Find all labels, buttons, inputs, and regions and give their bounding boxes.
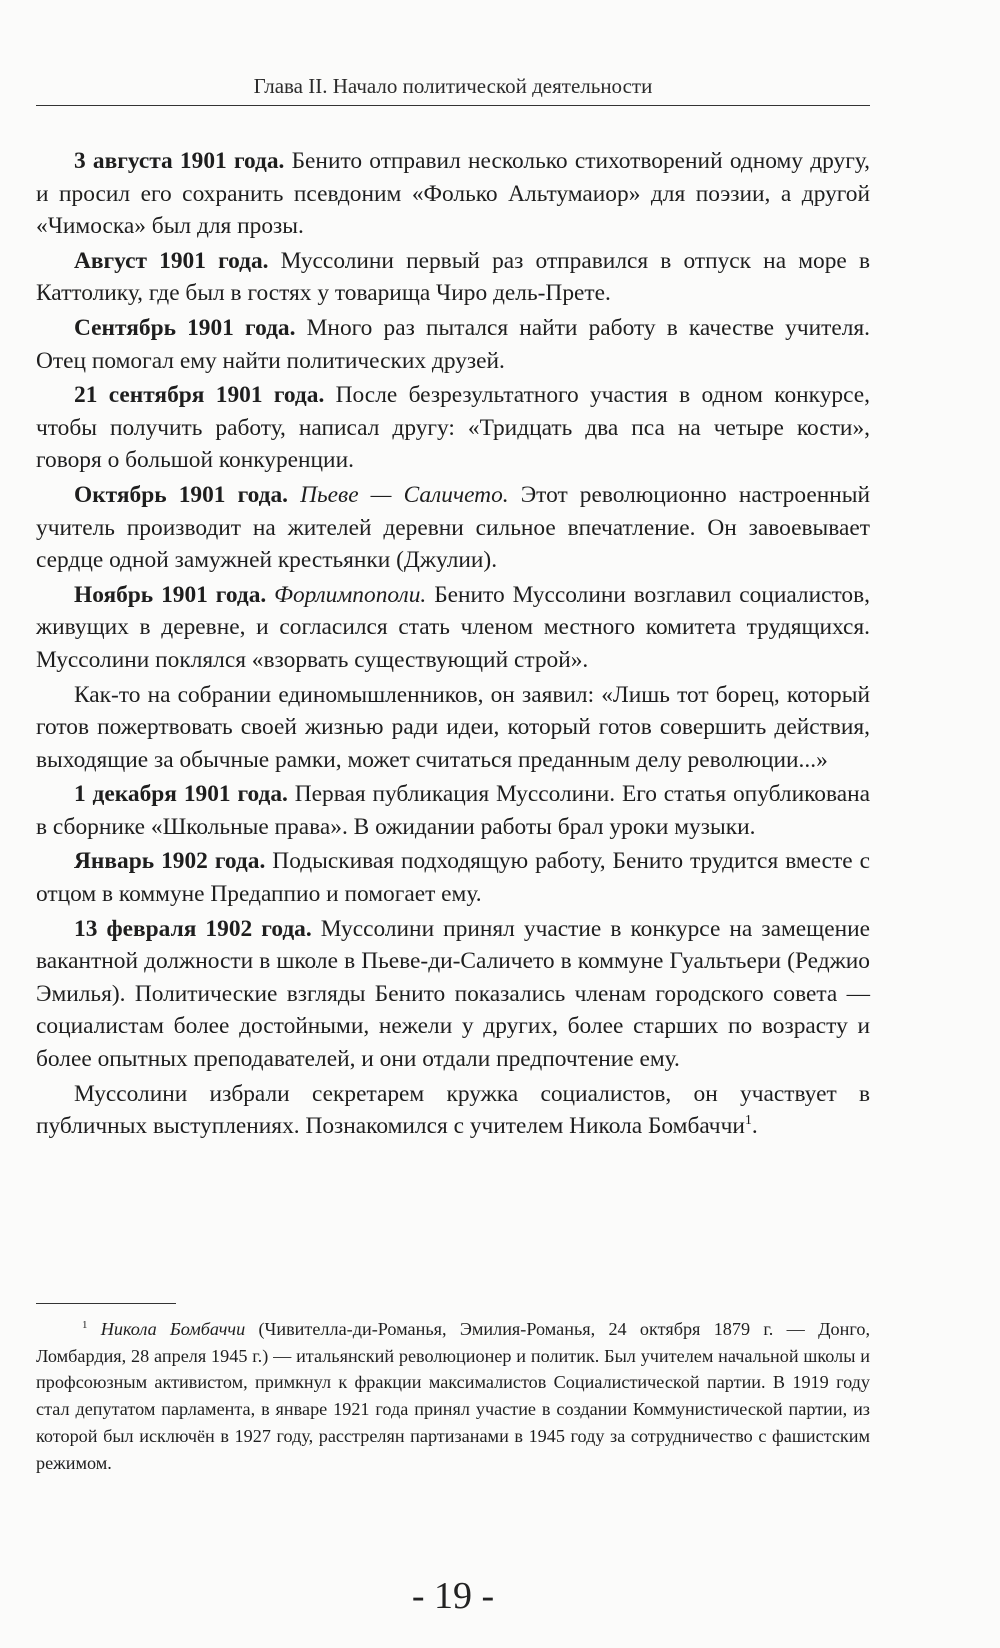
page-number: - 19 - [411,1575,495,1617]
entry-text: Бенито Муссолини возглавил социалистов, живущих в деревне, и согласился стать членом местного комитета трудящихся. Муссолини поклялся «взорвать существующий строй». [36,581,871,673]
entry-paragraph [36,312,870,377]
footnote-rule [36,1303,176,1304]
running-head: Глава II. Начало политической деятельности [36,74,870,106]
entry-date: 1 декабря 1901 года. [74,781,288,808]
entry-date: Сентябрь 1901 года. [74,314,296,341]
footnote-text: (Чивителла-ди-Романья, Эмилия-Романья, 24 октября 1879 г. — Донго, Ломбардия, 28 апреля 1945 г.) — итальянский революционер и политик. Был учителем начальной школы и профсоюзным активистом, примкнул к фракции максималистов Социалистической партии. В 1919 году стал депутатом парламента, в январе 1921 года принял участие в создании Коммунистической партии, из которой был исключён в 1927 году, расстрелян партизанами в 1945 году за сотрудничество с фашистским режимом. [36,1319,871,1473]
entry-text: Бенито отправил несколько стихотворений одному другу, и просил его сохранить псевдоним «Фолько Альтумаиор» для поэзии, а другой «Чимоска» был для прозы. [36,148,871,240]
entry-text: Муссолини первый раз отправился в отпуск на море в Каттолику, где был в гостях у товарища Чиро дель-Прете. [36,247,870,307]
entry-place: Форлимпополи. [266,581,427,608]
entry-text: Этот революционно настроенный учитель производит на жителей деревни сильное впечатление. Он завоевывает сердце одной замужней крестьянки (Джулии). [36,481,870,574]
footnote-marker: 1 [82,1318,88,1331]
entry-text: Муссолини избрали секретарем кружка социалистов, он участвует в публичных выступлениях. Познакомился с учителем Никола Бомбаччи [36,1080,870,1140]
entry-paragraph [36,145,870,243]
entry-paragraph [36,579,870,677]
footnote-name: Никола Бомбаччи [100,1319,246,1339]
entry-date: Ноябрь 1901 года. [74,581,267,608]
entry-date: 3 августа 1901 года. [74,148,285,174]
footnote [36,1316,870,1476]
entry-date: 21 сентября 1901 года. [74,382,325,409]
entry-date: Январь 1902 года. [74,848,266,875]
entry-paragraph [36,479,870,577]
entry-text: Подыскивая подходящую работу, Бенито трудится вместе с отцом в коммуне Предаппио и помогает ему. [36,848,870,908]
entry-paragraph [36,778,870,843]
entry-text: Муссолини принял участие в конкурсе на замещение вакантной должности в школе в Пьеве-ди-Саличето в коммуне Гуальтьери (Реджио Эмилья). Политические взгляды Бенито показались членам городского совета — социалистам более достойными, нежели у других, более старших по возрасту и более опытных преподавателей, и они отдали предпочтение ему. [36,915,870,1073]
entry-text: Первая публикация Муссолини. Его статья опубликована в сборнике «Школьные права». В ожидании работы брал уроки музыки. [36,781,870,840]
entry-text: Как-то на собрании единомышленников, он заявил: «Лишь тот борец, который готов пожертвовать своей жизнью ради идеи, который готов совершить действия, выходящие за обычные рамки, может считаться преданным делу революции...» [36,681,870,773]
entry-paragraph [36,1078,870,1143]
entry-date: 13 февраля 1902 года. [74,915,312,942]
entry-date: Октябрь 1901 года. [74,481,289,508]
entry-date: Август 1901 года. [74,247,269,274]
entry-paragraph [36,845,870,910]
footnote-paragraph [36,1316,870,1476]
body-text [36,145,870,1145]
entry-paragraph [36,379,870,477]
entry-paragraph [36,679,870,777]
entry-text: После безрезультатного участия в одном конкурсе, чтобы получить работу, написал другу: «Тридцать два пса на четыре кости», говоря о большой конкуренции. [36,382,870,474]
entry-place: Пьеве — Саличето. [288,481,509,508]
entry-text: Много раз пытался найти работу в качестве учителя. Отец помогал ему найти политических друзей. [36,314,871,374]
entry-text-end: . [751,1113,758,1140]
footnote-reference[interactable]: 1 [744,1112,752,1129]
entry-paragraph [36,913,870,1076]
entry-paragraph [36,245,870,310]
